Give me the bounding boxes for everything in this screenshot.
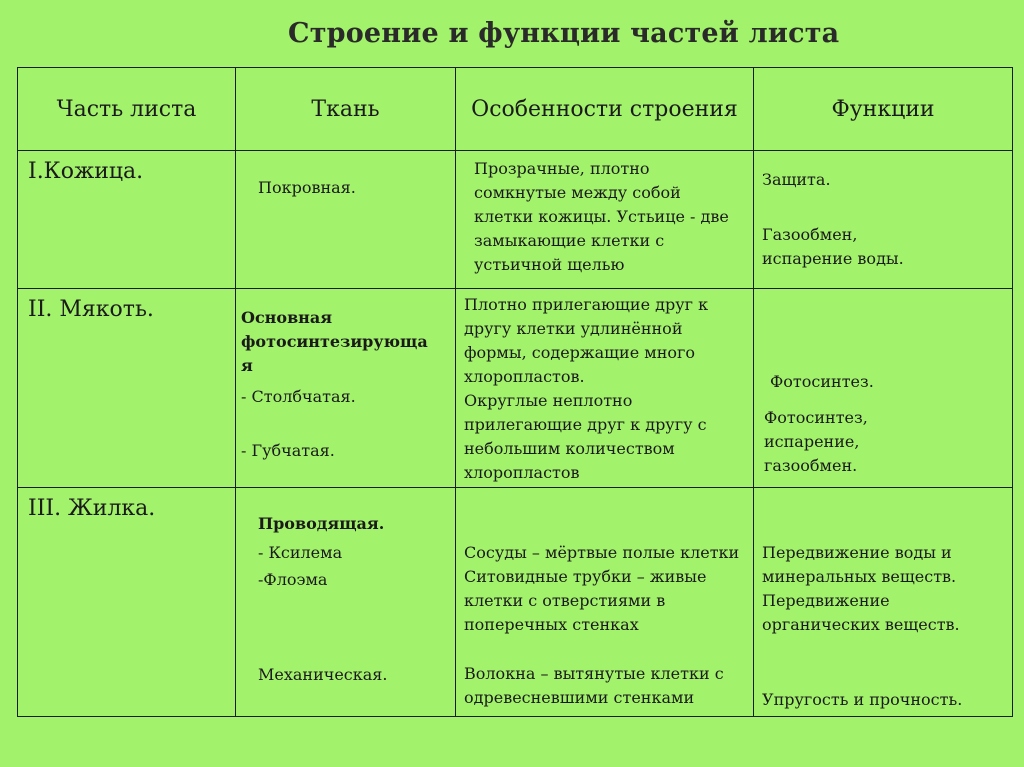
structure-cell	[456, 288, 754, 488]
tissue-cell	[236, 488, 456, 717]
tissue-text: Механическая.	[258, 665, 388, 685]
header-tissue: Ткань	[236, 68, 456, 151]
structure-text: Волокна – вытянутые клетки с одревесневшими стенками	[464, 664, 724, 708]
tissue-text: - Ксилема -Флоэма	[258, 543, 343, 590]
tissue-cell	[236, 151, 456, 288]
part-cell	[18, 151, 236, 288]
functions-cell	[754, 288, 1013, 488]
part-name: I.Кожица.	[28, 159, 144, 185]
structure-text: Плотно прилегающие друг к другу клетки удлинённой формы, содержащие много хлоропластов. Округлые неплотно прилегающие друг к другу с небольшим количеством хлоропластов	[464, 294, 709, 482]
tissue-text: - Столбчатая.	[241, 386, 356, 406]
table-row	[18, 488, 1013, 717]
part-cell	[18, 488, 236, 717]
functions-cell	[754, 488, 1013, 717]
tissue-text: - Губчатая.	[241, 440, 335, 460]
tissue-title: Проводящая.	[258, 514, 385, 534]
structure-cell	[456, 151, 754, 288]
header-structure: Особенности строения	[456, 68, 754, 151]
header-part: Часть листа	[18, 68, 236, 151]
function-text: Передвижение воды и минеральных веществ. Передвижение органических веществ.	[762, 543, 960, 635]
structure-text: Сосуды – мёртвые полые клетки Ситовидные трубки – живые клетки с отверстиями в поперечных стенках	[464, 543, 740, 635]
part-cell	[18, 288, 236, 488]
function-text: Упругость и прочность.	[762, 690, 963, 710]
function-text: Фотосинтез, испарение, газообмен.	[764, 407, 868, 475]
tissue-title: Основная фотосинтезирующа я	[241, 307, 428, 375]
header-row	[18, 68, 1013, 151]
header-functions: Функции	[754, 68, 1013, 151]
structure-cell	[456, 488, 754, 717]
leaf-structure-table	[17, 67, 1013, 717]
table-row	[18, 288, 1013, 488]
function-text: Защита.	[762, 170, 831, 190]
tissue-text: Покровная.	[258, 178, 356, 198]
page-title: Строение и функции частей листа	[288, 18, 840, 49]
function-text: Фотосинтез.	[770, 371, 874, 391]
functions-cell	[754, 151, 1013, 288]
structure-text: Прозрачные, плотно сомкнутые между собой клетки кожицы. Устьице - две замыкающие клетки с устьичной щелью	[474, 159, 729, 275]
part-name: II. Мякоть.	[28, 296, 154, 322]
table-row	[18, 151, 1013, 288]
part-name: III. Жилка.	[28, 496, 156, 522]
tissue-cell	[236, 288, 456, 488]
function-text: Газообмен, испарение воды.	[762, 225, 904, 269]
